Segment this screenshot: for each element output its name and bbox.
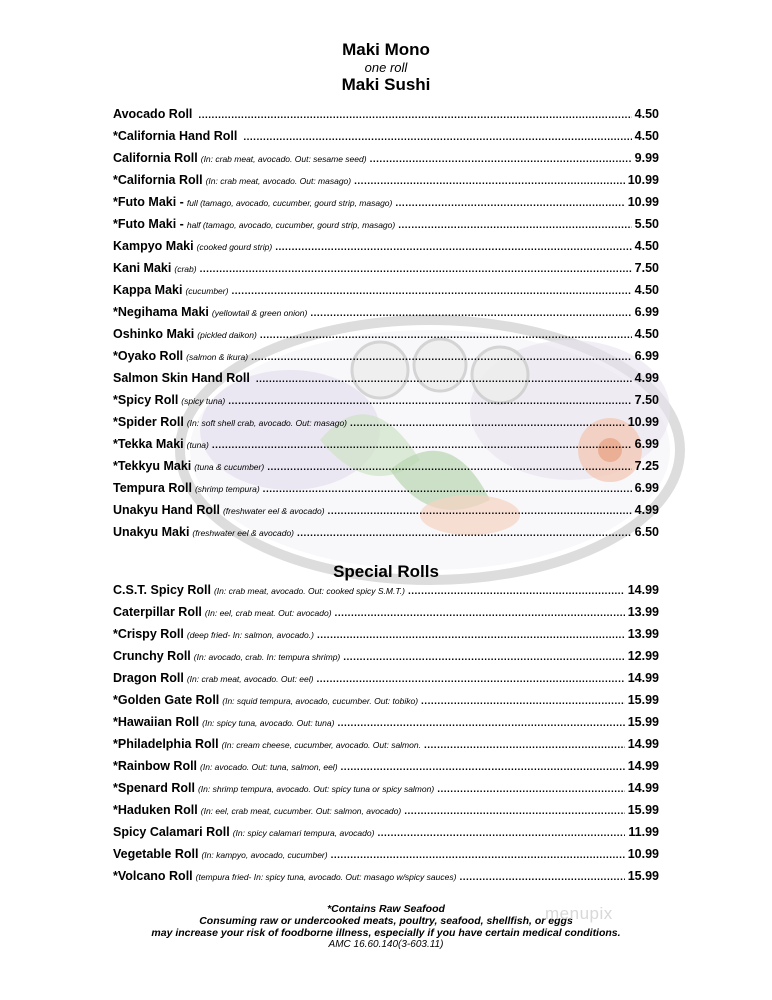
- menu-item-name: *Golden Gate Roll: [113, 693, 220, 707]
- menu-item-name: Oshinko Maki: [113, 327, 195, 341]
- menu-item-name: Kappa Maki: [113, 283, 183, 297]
- menu-item-name: Crunchy Roll: [113, 649, 191, 663]
- menu-item-name: *Spenard Roll: [113, 781, 195, 795]
- menu-item-row: [113, 323, 659, 345]
- dot-leader: [343, 647, 624, 667]
- menu-item-price: 10.99: [627, 847, 659, 861]
- menu-item-description: (tempura fried- In: spicy tuna, avocado. Out: masago w/spicy sauces): [195, 872, 457, 882]
- menu-item-price: 11.99: [628, 825, 659, 839]
- dot-leader: [231, 281, 631, 301]
- menu-item-price: 13.99: [627, 627, 659, 641]
- menu-item-price: 15.99: [627, 869, 659, 883]
- menu-item-price: 14.99: [627, 583, 659, 597]
- menu-item-row: [113, 623, 659, 645]
- menu-item-row: [113, 777, 659, 799]
- menu-item-description: (deep fried- In: salmon, avocado.): [186, 630, 314, 640]
- menu-item-row: [113, 301, 659, 323]
- dot-leader: [297, 523, 632, 543]
- menu-item-description: (tuna & cucumber): [194, 462, 265, 472]
- menu-item-name: *Futo Maki -: [113, 217, 184, 231]
- menu-item-name: *Tekka Maki: [113, 437, 184, 451]
- menu-item-row: [113, 389, 659, 411]
- dot-leader: [310, 303, 631, 323]
- menu-item-price: 6.99: [634, 305, 659, 319]
- menu-item-price: 15.99: [627, 715, 659, 729]
- menu-item-row: [113, 103, 659, 125]
- menu-item-row: [113, 367, 659, 389]
- regulation-code: AMC 16.60.140(3-603.11): [328, 939, 444, 950]
- menupix-watermark: menupix: [545, 904, 613, 923]
- menu-item-name: *Haduken Roll: [113, 803, 198, 817]
- menu-item-row: [113, 147, 659, 169]
- menu-item-description: half (tamago, avocado, cucumber, gourd strip, masago): [186, 220, 396, 230]
- menu-item-description: (In: crab meat, avocado. Out: cooked spicy S.M.T.): [213, 586, 405, 596]
- menu-item-description: (In: avocado, crab. In: tempura shrimp): [193, 652, 341, 662]
- menu-item-name: *Rainbow Roll: [113, 759, 198, 773]
- menu-item-row: [113, 191, 659, 213]
- dot-leader: [398, 215, 631, 235]
- menu-item-row: [113, 455, 659, 477]
- menu-item-description: (cucumber): [185, 286, 229, 296]
- menu-item-description: (In: shrimp tempura, avocado. Out: spicy tuna or spicy salmon): [197, 784, 435, 794]
- menu-item-description: (freshwater eel & avocado): [192, 528, 294, 538]
- dot-leader: [317, 625, 625, 645]
- menu-item-name: *California Roll: [113, 173, 203, 187]
- menu-item-description: (shrimp tempura): [194, 484, 260, 494]
- dot-leader: [377, 823, 625, 843]
- menu-item-description: (crab): [174, 264, 197, 274]
- menu-item-row: [113, 279, 659, 301]
- dot-leader: [256, 369, 632, 389]
- dot-leader: [408, 581, 625, 601]
- menu-item-price: 15.99: [627, 693, 659, 707]
- menu-item-description: (In: spicy calamari tempura, avocado): [232, 828, 375, 838]
- dot-leader: [328, 501, 632, 521]
- menu-item-name: Dragon Roll: [113, 671, 184, 685]
- menu-item-row: [113, 521, 659, 543]
- dot-leader: [337, 713, 624, 733]
- menu-item-price: 6.99: [634, 349, 659, 363]
- menu-item-description: (In: squid tempura, avocado, cucumber. Out: tobiko): [222, 696, 419, 706]
- menu-item-price: 6.50: [634, 525, 659, 539]
- menu-item-description: (In: spicy tuna, avocado. Out: tuna): [202, 718, 335, 728]
- menu-item-price: 15.99: [627, 803, 659, 817]
- consumer-advisory-line1: Consuming raw or undercooked meats, poultry, seafood, shellfish, or eggs: [199, 915, 573, 927]
- menu-item-name: Unakyu Hand Roll: [113, 503, 220, 517]
- menu-item-description: (freshwater eel & avocado): [222, 506, 325, 516]
- menu-item-description: full (tamago, avocado, cucumber, gourd strip, masago): [186, 198, 393, 208]
- menu-item-name: *Hawaiian Roll: [113, 715, 200, 729]
- menu-item-row: [113, 755, 659, 777]
- menu-item-description: (tuna): [186, 440, 209, 450]
- menu-item-row: [113, 601, 659, 623]
- menu-item-row: [113, 667, 659, 689]
- menu-item-row: [113, 125, 659, 147]
- menu-item-row: [113, 843, 659, 865]
- menu-item-price: 7.25: [634, 459, 659, 473]
- menu-item-row: [113, 345, 659, 367]
- menu-item-name: *Volcano Roll: [113, 869, 193, 883]
- menu-item-row: [113, 499, 659, 521]
- dot-leader: [251, 347, 632, 367]
- menu-item-row: [113, 645, 659, 667]
- dot-leader: [228, 391, 631, 411]
- menu-item-row: [113, 733, 659, 755]
- menu-footer: [0, 903, 772, 951]
- menu-item-description: (pickled daikon): [197, 330, 257, 340]
- menu-item-row: [113, 711, 659, 733]
- raw-seafood-note: *Contains Raw Seafood: [327, 903, 445, 915]
- menu-item-price: 14.99: [627, 781, 659, 795]
- menu-item-price: 14.99: [627, 759, 659, 773]
- menu-item-name: *Tekkyu Maki: [113, 459, 192, 473]
- menu-item-price: 4.50: [634, 129, 659, 143]
- menu-header: [0, 0, 772, 95]
- menu-item-price: 13.99: [627, 605, 659, 619]
- dot-leader: [421, 691, 625, 711]
- menu-item-description: (In: crab meat, avocado. Out: eel): [186, 674, 314, 684]
- menu-item-price: 14.99: [627, 737, 659, 751]
- menu-item-row: [113, 257, 659, 279]
- menu-item-name: *Negihama Maki: [113, 305, 209, 319]
- menu-item-price: 4.50: [634, 239, 659, 253]
- menu-item-description: (In: crab meat, avocado. Out: sesame seed): [200, 154, 367, 164]
- menu-item-description: (In: avocado. Out: tuna, salmon, eel): [200, 762, 338, 772]
- menu-item-price: 6.99: [634, 481, 659, 495]
- dot-leader: [263, 479, 632, 499]
- menu-item-price: 12.99: [627, 649, 659, 663]
- menu-item-name: Salmon Skin Hand Roll: [113, 371, 250, 385]
- menu-item-description: (spicy tuna): [181, 396, 226, 406]
- menu-item-description: (salmon & ikura): [186, 352, 249, 362]
- menu-item-row: [113, 799, 659, 821]
- menu-item-row: [113, 689, 659, 711]
- menu-item-name: Unakyu Maki: [113, 525, 190, 539]
- menu-item-price: 4.50: [634, 107, 659, 121]
- menu-item-price: 7.50: [634, 393, 659, 407]
- menu-item-row: [113, 477, 659, 499]
- menu-item-name: *Spicy Roll: [113, 393, 179, 407]
- menu-item-description: (In: eel, crab meat, cucumber. Out: salmon, avocado): [200, 806, 402, 816]
- menu-item-description: (In: kampyo, avocado, cucumber): [201, 850, 328, 860]
- menu-item-row: [113, 411, 659, 433]
- menu-item-price: 10.99: [627, 415, 659, 429]
- menu-item-row: [113, 235, 659, 257]
- menu-item-row: [113, 821, 659, 843]
- menu-item-name: California Roll: [113, 151, 198, 165]
- menu-item-price: 6.99: [634, 437, 659, 451]
- menu-item-price: 4.50: [634, 327, 659, 341]
- menu-item-description: (In: eel, crab meat. Out: avocado): [204, 608, 332, 618]
- menu-item-name: Spicy Calamari Roll: [113, 825, 230, 839]
- dot-leader: [404, 801, 625, 821]
- maki-sushi-list: [113, 103, 659, 543]
- menu-item-price: 4.99: [634, 371, 659, 385]
- dot-leader: [354, 171, 625, 191]
- dot-leader: [198, 105, 631, 125]
- menu-item-description: (In: soft shell crab, avocado. Out: masago): [186, 418, 348, 428]
- menu-item-description: (In: cream cheese, cucumber, avocado. Out: salmon.: [221, 740, 421, 750]
- dot-leader: [243, 127, 631, 147]
- menu-item-name: *Crispy Roll: [113, 627, 184, 641]
- dot-leader: [212, 435, 632, 455]
- menu-item-name: Avocado Roll: [113, 107, 193, 121]
- dot-leader: [395, 193, 624, 213]
- dot-leader: [350, 413, 625, 433]
- menu-item-price: 5.50: [634, 217, 659, 231]
- menu-item-description: (cooked gourd strip): [196, 242, 273, 252]
- dot-leader: [424, 735, 625, 755]
- menu-item-name: *Spider Roll: [113, 415, 184, 429]
- menu-item-row: [113, 433, 659, 455]
- dot-leader: [275, 237, 631, 257]
- menu-item-name: Tempura Roll: [113, 481, 192, 495]
- menu-item-price: 4.50: [634, 283, 659, 297]
- page-subtitle: one roll: [364, 60, 408, 75]
- dot-leader: [316, 669, 624, 689]
- menu-item-name: Kampyo Maki: [113, 239, 194, 253]
- menu-item-price: 7.50: [634, 261, 659, 275]
- menu-item-price: 9.99: [634, 151, 659, 165]
- dot-leader: [200, 259, 632, 279]
- dot-leader: [437, 779, 625, 799]
- menu-item-description: (yellowtail & green onion): [211, 308, 308, 318]
- menu-item-row: [113, 213, 659, 235]
- dot-leader: [341, 757, 625, 777]
- menu-item-name: C.S.T. Spicy Roll: [113, 583, 211, 597]
- menu-item-price: 10.99: [627, 173, 659, 187]
- section-title-maki: Maki Sushi: [341, 75, 431, 94]
- menu-item-description: (In: crab meat, avocado. Out: masago): [205, 176, 352, 186]
- menu-item-row: [113, 579, 659, 601]
- page-title: Maki Mono: [342, 40, 430, 59]
- dot-leader: [335, 603, 625, 623]
- menu-item-name: *Futo Maki -: [113, 195, 184, 209]
- special-rolls-list: [113, 579, 659, 887]
- dot-leader: [260, 325, 632, 345]
- menu-item-name: Kani Maki: [113, 261, 172, 275]
- section-title-special: Special Rolls: [333, 562, 439, 581]
- menu-item-price: 4.99: [634, 503, 659, 517]
- menu-item-name: *Philadelphia Roll: [113, 737, 219, 751]
- menu-item-row: [113, 169, 659, 191]
- menu-item-name: *Oyako Roll: [113, 349, 184, 363]
- dot-leader: [370, 149, 632, 169]
- menu-item-row: [113, 865, 659, 887]
- dot-leader: [459, 867, 624, 887]
- menu-item-name: Vegetable Roll: [113, 847, 199, 861]
- dot-leader: [267, 457, 631, 477]
- menu-item-name: *California Hand Roll: [113, 129, 238, 143]
- consumer-advisory-line2: may increase your risk of foodborne illness, especially if you have certain medical conditions.: [151, 927, 621, 939]
- menu-item-price: 14.99: [627, 671, 659, 685]
- dot-leader: [331, 845, 625, 865]
- menu-item-price: 10.99: [627, 195, 659, 209]
- menu-item-name: Caterpillar Roll: [113, 605, 202, 619]
